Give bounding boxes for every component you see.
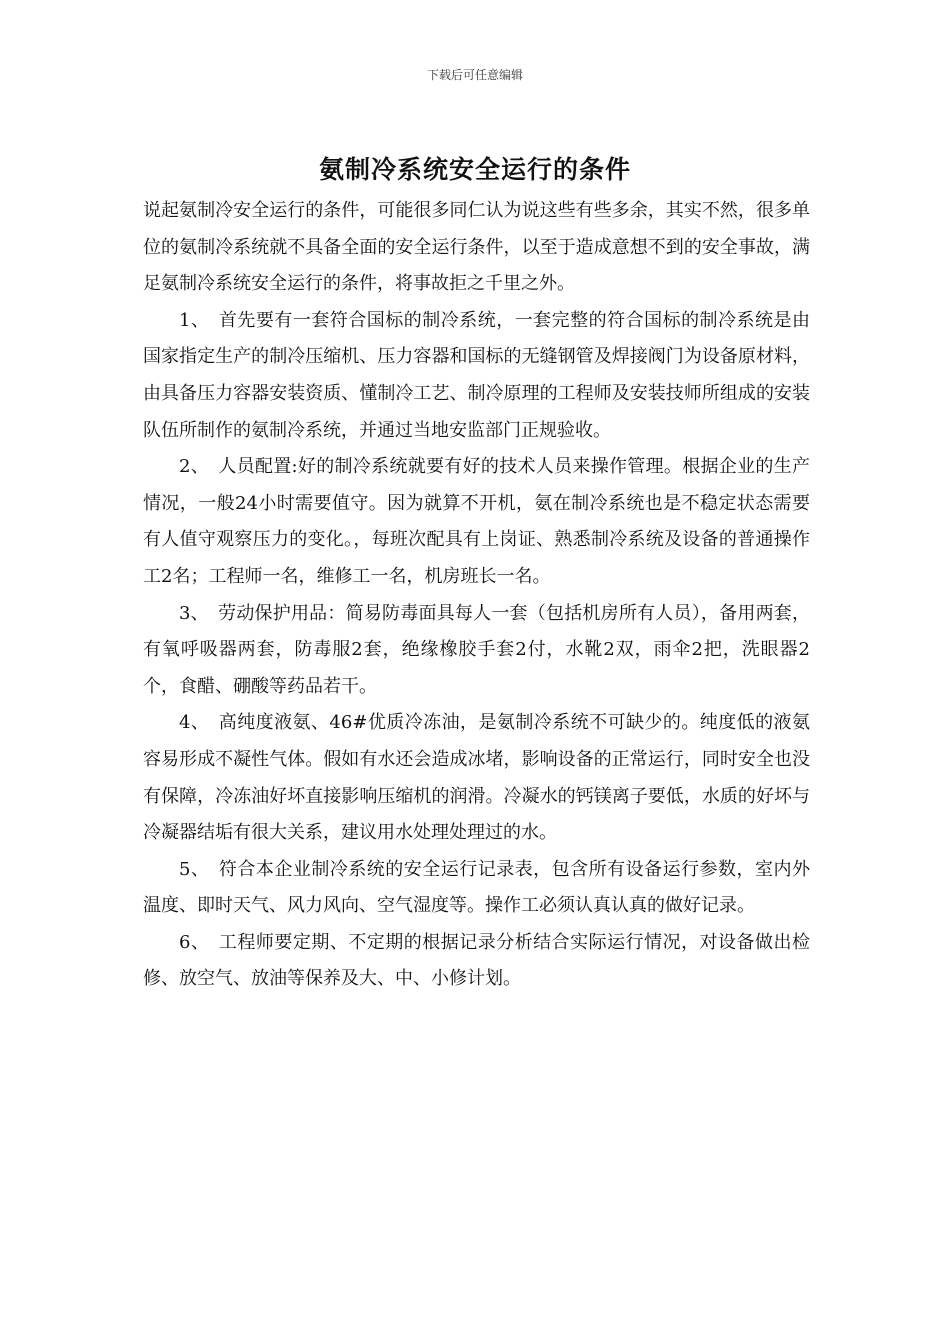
item-paragraph-5: 5、 符合本企业制冷系统的安全运行记录表，包含所有设备运行参数，室内外温度、即时天气、风力风向、空气湿度等。操作工必须认真认真的做好记录。 (143, 858, 810, 917)
page-header-note: 下载后可任意编辑 (426, 68, 523, 82)
document-title: 氨制冷系统安全运行的条件 (318, 155, 631, 184)
item-paragraph-2: 2、 人员配置:好的制冷系统就要有好的技术人员来操作管理。根据企业的生产情况，一般24小时需要值守。因为就算不开机，氨在制冷系统也是不稳定状态需要有人值守观察压力的变化。，每班次配具有上岗证、熟悉制冷系统及设备的普通操作工2名；工程师一名，维修工一名，机房班长一名。 (143, 456, 810, 587)
item-paragraph-1: 1、 首先要有一套符合国标的制冷系统，一套完整的符合国标的制冷系统是由国家指定生产的制冷压缩机、压力容器和国标的无缝钢管及焊接阀门为设备原材料，由具备压力容器安装资质、懂制冷工艺、制冷原理的工程师及安装技师所组成的安装队伍所制作的氨制冷系统，并通过当地安监部门正规验收。 (143, 309, 810, 441)
intro-paragraph: 说起氨制冷安全运行的条件，可能很多同仁认为说这些有些多余，其实不然，很多单位的氨制冷系统就不具备全面的安全运行条件，以至于造成意想不到的安全事故，满足氨制冷系统安全运行的条件，将事故拒之千里之外。 (143, 200, 810, 295)
item-paragraph-3: 3、 劳动保护用品：简易防毒面具每人一套（包括机房所有人员），备用两套，有氧呼吸器两套，防毒服2套，绝缘橡胶手套2付，水靴2双，雨伞2把，洗眼器2个，食醋、硼酸等药品若干。 (143, 602, 810, 697)
item-paragraph-4: 4、 高纯度液氨、46#优质冷冻油，是氨制冷系统不可缺少的。纯度低的液氨容易形成不凝性气体。假如有水还会造成冰堵，影响设备的正常运行，同时安全也没有保障，冷冻油好坏直接影响压缩机的润滑。冷凝水的钙镁离子要低，水质的好坏与冷凝器结垢有很大关系，建议用水处理处理过的水。 (143, 712, 810, 844)
document-body (143, 193, 810, 998)
item-paragraph-6: 6、 工程师要定期、不定期的根据记录分析结合实际运行情况，对设备做出检修、放空气、放油等保养及大、中、小修计划。 (143, 931, 810, 990)
